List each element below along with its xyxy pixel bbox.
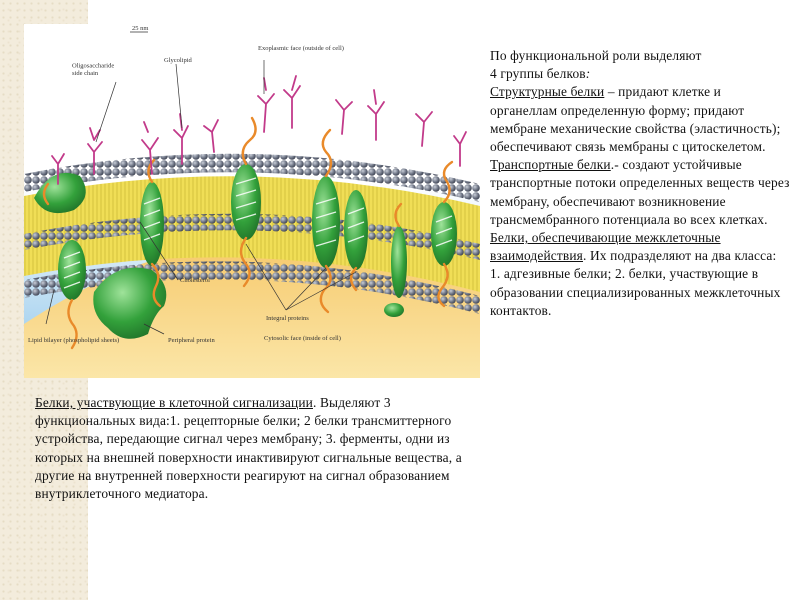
- glycolipid-label: Glycolipid: [164, 57, 192, 64]
- intro-colon: :: [585, 66, 591, 82]
- protein-groups-text: [490, 47, 790, 320]
- transport-proteins-heading: Транспортные белки: [490, 157, 611, 173]
- intercellular-proteins-text: . Их подразделяют на два класса: 1. адгезивные белки; 2. белки, участвующие в образовании специализированных межклеточных контактов.: [490, 248, 781, 318]
- exoplasmic-label: Exoplasmic face (outside of cell): [258, 45, 344, 52]
- transport-proteins-text: .- создают устойчивые транспортные потоки определенных веществ через мембрану, обеспечивают возникновение трансмембранного потенциала во всех клетках.: [490, 157, 790, 227]
- intro-line-1: По функциональной роли выделяют: [490, 48, 702, 63]
- peripheral-protein-label: Peripheral protein: [168, 337, 215, 344]
- structural-proteins-text: – придают клетке и органеллам определенную форму; придают мембране механические свойства (эластичность); обеспечивают связь мембраны с цитоскелетом.: [490, 84, 781, 155]
- scale-label: 25 nm: [132, 25, 149, 32]
- intro-line-2: 4 группы белков: [490, 66, 586, 82]
- lipid-bilayer-label: Lipid bilayer (phospholipid sheets): [28, 337, 120, 344]
- membrane-figure: [24, 24, 480, 378]
- signaling-proteins-text: [35, 394, 477, 503]
- oligosaccharide-label: Oligosaccharide side chain: [72, 62, 115, 77]
- intercellular-proteins-heading: Белки, обеспечивающие межклеточные взаимодействия: [490, 230, 721, 264]
- cholesterol-label: Cholesterol: [180, 277, 210, 284]
- cytosolic-label: Cytosolic face (inside of cell): [264, 335, 341, 342]
- structural-proteins-heading: Структурные белки: [490, 84, 605, 100]
- integral-proteins-label: Integral proteins: [266, 315, 309, 322]
- signaling-proteins-body: . Выделяют 3 функциональных вида:1. рецепторные белки; 2 белки трансмиттерного устройства, передающие сигнал через мембрану; 3. ферменты, одни из которых на внешней поверхности инактивируют сигнальные вещества, а другие на внутренней поверхности реагируют на сигнал образованием внутриклеточного медиатора.: [35, 395, 462, 502]
- signaling-proteins-heading: Белки, участвующие в клеточной сигнализации: [35, 395, 313, 410]
